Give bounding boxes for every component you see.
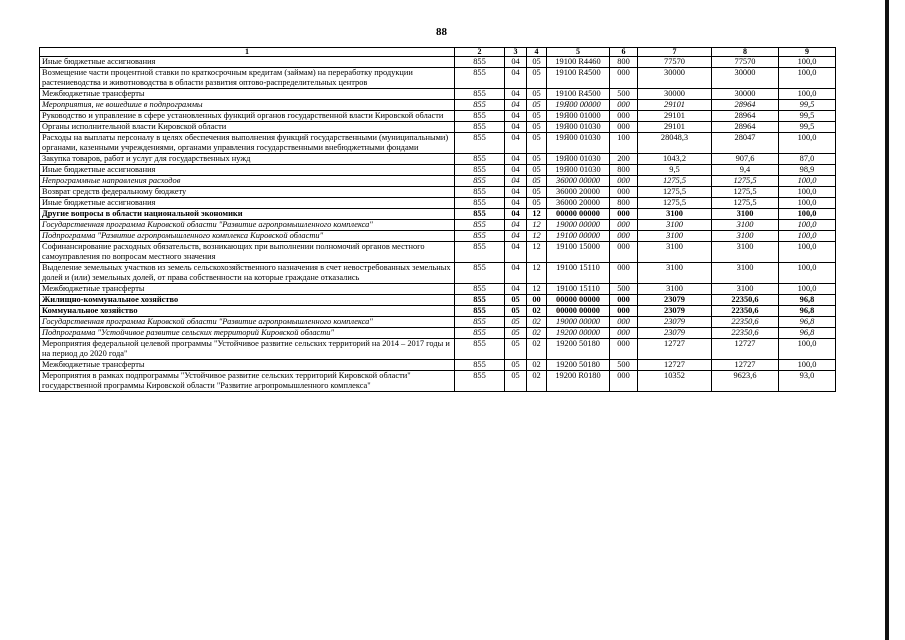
- cell-execution-percent: 87,0: [779, 154, 836, 165]
- cell-planned-amount: 29101: [638, 122, 712, 133]
- cell-subsection-code: 12: [527, 242, 547, 263]
- cell-expense-type-code: 500: [610, 284, 638, 295]
- cell-executed-amount: 12727: [712, 339, 779, 360]
- cell-section-code: 05: [505, 328, 527, 339]
- cell-target-article-code: 19200 00000: [547, 328, 610, 339]
- cell-planned-amount: 3100: [638, 220, 712, 231]
- cell-ministry-code: 855: [455, 187, 505, 198]
- cell-target-article-code: 19200 R0180: [547, 371, 610, 392]
- cell-executed-amount: 3100: [712, 263, 779, 284]
- cell-executed-amount: 28964: [712, 122, 779, 133]
- header-col-6: 6: [610, 48, 638, 57]
- cell-expense-name: Государственная программа Кировской области "Развитие агропромышленного комплекса": [40, 317, 455, 328]
- cell-ministry-code: 855: [455, 328, 505, 339]
- cell-execution-percent: 100,0: [779, 57, 836, 68]
- cell-expense-type-code: 000: [610, 242, 638, 263]
- cell-ministry-code: 855: [455, 263, 505, 284]
- cell-executed-amount: 22350,6: [712, 328, 779, 339]
- cell-subsection-code: 05: [527, 111, 547, 122]
- cell-ministry-code: 855: [455, 122, 505, 133]
- cell-section-code: 04: [505, 198, 527, 209]
- cell-section-code: 05: [505, 306, 527, 317]
- cell-executed-amount: 22350,6: [712, 295, 779, 306]
- cell-subsection-code: 05: [527, 154, 547, 165]
- header-col-4: 4: [527, 48, 547, 57]
- header-col-2: 2: [455, 48, 505, 57]
- cell-execution-percent: 100,0: [779, 176, 836, 187]
- table-row: [40, 295, 836, 306]
- cell-expense-name: Расходы на выплаты персоналу в целях обеспечения выполнения функций государственными (муниципальными) органами, казенными учреждениями, органами управления государственными внебюджетными фондами: [40, 133, 455, 154]
- cell-section-code: 05: [505, 360, 527, 371]
- cell-subsection-code: 05: [527, 122, 547, 133]
- cell-planned-amount: 29101: [638, 111, 712, 122]
- cell-target-article-code: 00000 00000: [547, 209, 610, 220]
- cell-expense-type-code: 800: [610, 57, 638, 68]
- cell-execution-percent: 99,5: [779, 122, 836, 133]
- cell-expense-type-code: 000: [610, 263, 638, 284]
- cell-target-article-code: 19100 00000: [547, 231, 610, 242]
- cell-planned-amount: 28048,3: [638, 133, 712, 154]
- cell-subsection-code: 00: [527, 295, 547, 306]
- table-row: [40, 68, 836, 89]
- cell-subsection-code: 12: [527, 220, 547, 231]
- cell-expense-type-code: 800: [610, 198, 638, 209]
- cell-ministry-code: 855: [455, 284, 505, 295]
- cell-ministry-code: 855: [455, 133, 505, 154]
- cell-expense-name: Жилищно-коммунальное хозяйство: [40, 295, 455, 306]
- cell-section-code: 04: [505, 68, 527, 89]
- cell-execution-percent: 96,8: [779, 317, 836, 328]
- cell-executed-amount: 1275,5: [712, 187, 779, 198]
- cell-expense-type-code: 000: [610, 295, 638, 306]
- cell-target-article-code: 19000 00000: [547, 317, 610, 328]
- budget-table: [39, 47, 836, 392]
- cell-section-code: 05: [505, 339, 527, 360]
- cell-expense-type-code: 000: [610, 122, 638, 133]
- cell-subsection-code: 05: [527, 198, 547, 209]
- cell-execution-percent: 100,0: [779, 198, 836, 209]
- cell-expense-type-code: 000: [610, 306, 638, 317]
- cell-expense-name: Софинансирование расходных обязательств, возникающих при выполнении полномочий органов местного самоуправления по вопросам местного значения: [40, 242, 455, 263]
- cell-planned-amount: 77570: [638, 57, 712, 68]
- table-header-row: [40, 48, 836, 57]
- cell-execution-percent: 100,0: [779, 220, 836, 231]
- cell-ministry-code: 855: [455, 154, 505, 165]
- cell-ministry-code: 855: [455, 306, 505, 317]
- cell-subsection-code: 05: [527, 176, 547, 187]
- cell-expense-type-code: 000: [610, 220, 638, 231]
- table-body: [40, 48, 836, 392]
- cell-expense-name: Другие вопросы в области национальной экономики: [40, 209, 455, 220]
- cell-executed-amount: 9,4: [712, 165, 779, 176]
- cell-expense-name: Руководство и управление в сфере установленных функций органов государственной власти Кировской области: [40, 111, 455, 122]
- cell-section-code: 04: [505, 57, 527, 68]
- cell-subsection-code: 02: [527, 306, 547, 317]
- cell-planned-amount: 23079: [638, 295, 712, 306]
- table-row: [40, 360, 836, 371]
- cell-subsection-code: 05: [527, 165, 547, 176]
- table-row: [40, 57, 836, 68]
- cell-expense-type-code: 000: [610, 328, 638, 339]
- cell-expense-type-code: 500: [610, 360, 638, 371]
- cell-target-article-code: 19100 15110: [547, 263, 610, 284]
- cell-expense-name: Возмещение части процентной ставки по краткосрочным кредитам (займам) на переработку продукции растениеводства и животноводства в области развития оптово-распределительных центров: [40, 68, 455, 89]
- cell-executed-amount: 28964: [712, 111, 779, 122]
- cell-expense-type-code: 000: [610, 209, 638, 220]
- cell-target-article-code: 19Я00 01000: [547, 111, 610, 122]
- cell-expense-name: Иные бюджетные ассигнования: [40, 57, 455, 68]
- cell-section-code: 04: [505, 165, 527, 176]
- cell-expense-type-code: 000: [610, 317, 638, 328]
- cell-execution-percent: 100,0: [779, 284, 836, 295]
- cell-section-code: 04: [505, 111, 527, 122]
- cell-subsection-code: 02: [527, 371, 547, 392]
- cell-executed-amount: 3100: [712, 220, 779, 231]
- cell-executed-amount: 3100: [712, 209, 779, 220]
- cell-expense-name: Непрограммные направления расходов: [40, 176, 455, 187]
- cell-planned-amount: 1275,5: [638, 176, 712, 187]
- cell-execution-percent: 99,5: [779, 111, 836, 122]
- header-col-7: 7: [638, 48, 712, 57]
- cell-section-code: 05: [505, 317, 527, 328]
- cell-target-article-code: 19Я00 01030: [547, 122, 610, 133]
- cell-section-code: 05: [505, 371, 527, 392]
- cell-subsection-code: 02: [527, 339, 547, 360]
- cell-ministry-code: 855: [455, 231, 505, 242]
- table-row: [40, 284, 836, 295]
- table-row: [40, 220, 836, 231]
- cell-execution-percent: 98,9: [779, 165, 836, 176]
- cell-execution-percent: 100,0: [779, 263, 836, 284]
- cell-target-article-code: 00000 00000: [547, 295, 610, 306]
- cell-target-article-code: 36000 00000: [547, 176, 610, 187]
- cell-ministry-code: 855: [455, 89, 505, 100]
- cell-expense-type-code: 000: [610, 100, 638, 111]
- cell-section-code: 04: [505, 154, 527, 165]
- cell-planned-amount: 23079: [638, 328, 712, 339]
- table-row: [40, 165, 836, 176]
- cell-execution-percent: 100,0: [779, 209, 836, 220]
- cell-section-code: 04: [505, 100, 527, 111]
- cell-expense-type-code: 000: [610, 187, 638, 198]
- cell-ministry-code: 855: [455, 242, 505, 263]
- cell-section-code: 04: [505, 220, 527, 231]
- cell-subsection-code: 05: [527, 68, 547, 89]
- cell-executed-amount: 30000: [712, 68, 779, 89]
- cell-ministry-code: 855: [455, 371, 505, 392]
- cell-subsection-code: 12: [527, 263, 547, 284]
- cell-executed-amount: 3100: [712, 242, 779, 263]
- cell-executed-amount: 907,6: [712, 154, 779, 165]
- cell-execution-percent: 100,0: [779, 242, 836, 263]
- cell-target-article-code: 36000 20000: [547, 198, 610, 209]
- cell-planned-amount: 3100: [638, 209, 712, 220]
- cell-planned-amount: 1275,5: [638, 187, 712, 198]
- cell-expense-type-code: 800: [610, 165, 638, 176]
- table-row: [40, 263, 836, 284]
- cell-expense-name: Коммунальное хозяйство: [40, 306, 455, 317]
- table-row: [40, 339, 836, 360]
- cell-ministry-code: 855: [455, 100, 505, 111]
- cell-ministry-code: 855: [455, 176, 505, 187]
- cell-ministry-code: 855: [455, 198, 505, 209]
- cell-expense-name: Закупка товаров, работ и услуг для государственных нужд: [40, 154, 455, 165]
- page-edge-border: [885, 0, 889, 640]
- cell-execution-percent: 100,0: [779, 339, 836, 360]
- cell-target-article-code: 19Я00 01030: [547, 154, 610, 165]
- cell-planned-amount: 23079: [638, 306, 712, 317]
- cell-subsection-code: 12: [527, 231, 547, 242]
- table-row: [40, 133, 836, 154]
- cell-planned-amount: 29101: [638, 100, 712, 111]
- cell-expense-name: Мероприятия в рамках подпрограммы "Устойчивое развитие сельских территорий Кировской области" государственной программы Кировской области "Развитие агропромышленного комплекса": [40, 371, 455, 392]
- cell-target-article-code: 19Я00 01030: [547, 133, 610, 154]
- cell-target-article-code: 00000 00000: [547, 306, 610, 317]
- cell-execution-percent: 96,8: [779, 295, 836, 306]
- cell-expense-name: Выделение земельных участков из земель сельскохозяйственного назначения в счет невостребованных земельных долей и (или) земельных долей, от права собственности на которые граждане отказались: [40, 263, 455, 284]
- page-number: 88: [436, 26, 447, 38]
- cell-planned-amount: 12727: [638, 339, 712, 360]
- cell-expense-type-code: 200: [610, 154, 638, 165]
- table-row: [40, 100, 836, 111]
- cell-execution-percent: 100,0: [779, 231, 836, 242]
- cell-target-article-code: 36000 20000: [547, 187, 610, 198]
- table-row: [40, 122, 836, 133]
- cell-execution-percent: 100,0: [779, 187, 836, 198]
- cell-executed-amount: 77570: [712, 57, 779, 68]
- cell-planned-amount: 3100: [638, 263, 712, 284]
- cell-subsection-code: 05: [527, 187, 547, 198]
- cell-target-article-code: 19100 R4500: [547, 68, 610, 89]
- cell-expense-type-code: 000: [610, 176, 638, 187]
- table-row: [40, 198, 836, 209]
- cell-expense-name: Возврат средств федеральному бюджету: [40, 187, 455, 198]
- table-row: [40, 89, 836, 100]
- cell-expense-type-code: 000: [610, 339, 638, 360]
- cell-planned-amount: 3100: [638, 231, 712, 242]
- cell-executed-amount: 1275,5: [712, 176, 779, 187]
- cell-target-article-code: 19100 15110: [547, 284, 610, 295]
- cell-subsection-code: 12: [527, 284, 547, 295]
- table-row: [40, 176, 836, 187]
- cell-expense-name: Иные бюджетные ассигнования: [40, 198, 455, 209]
- header-col-9: 9: [779, 48, 836, 57]
- cell-planned-amount: 3100: [638, 242, 712, 263]
- cell-executed-amount: 28047: [712, 133, 779, 154]
- cell-executed-amount: 30000: [712, 89, 779, 100]
- cell-ministry-code: 855: [455, 111, 505, 122]
- cell-section-code: 05: [505, 295, 527, 306]
- cell-execution-percent: 93,0: [779, 371, 836, 392]
- table-row: [40, 317, 836, 328]
- cell-planned-amount: 30000: [638, 89, 712, 100]
- header-col-1: 1: [40, 48, 455, 57]
- table-row: [40, 187, 836, 198]
- cell-planned-amount: 12727: [638, 360, 712, 371]
- cell-ministry-code: 855: [455, 317, 505, 328]
- cell-expense-type-code: 000: [610, 371, 638, 392]
- cell-target-article-code: 19Я00 01030: [547, 165, 610, 176]
- cell-ministry-code: 855: [455, 209, 505, 220]
- cell-executed-amount: 28964: [712, 100, 779, 111]
- cell-section-code: 04: [505, 89, 527, 100]
- cell-expense-name: Мероприятия федеральной целевой программы "Устойчивое развитие сельских территорий на 2014 – 2017 годы и на период до 2020 года": [40, 339, 455, 360]
- table-row: [40, 154, 836, 165]
- cell-target-article-code: 19100 R4460: [547, 57, 610, 68]
- cell-target-article-code: 19200 50180: [547, 360, 610, 371]
- table-row: [40, 306, 836, 317]
- cell-expense-type-code: 000: [610, 111, 638, 122]
- cell-ministry-code: 855: [455, 339, 505, 360]
- cell-executed-amount: 22350,6: [712, 317, 779, 328]
- cell-section-code: 04: [505, 284, 527, 295]
- table-row: [40, 371, 836, 392]
- cell-expense-name: Межбюджетные трансферты: [40, 89, 455, 100]
- cell-executed-amount: 3100: [712, 284, 779, 295]
- cell-execution-percent: 100,0: [779, 360, 836, 371]
- budget-table-container: [39, 47, 835, 392]
- cell-expense-type-code: 000: [610, 231, 638, 242]
- cell-expense-name: Мероприятия, не вошедшие в подпрограммы: [40, 100, 455, 111]
- cell-ministry-code: 855: [455, 68, 505, 89]
- table-row: [40, 111, 836, 122]
- header-col-3: 3: [505, 48, 527, 57]
- cell-ministry-code: 855: [455, 360, 505, 371]
- table-row: [40, 231, 836, 242]
- cell-expense-name: Государственная программа Кировской области "Развитие агропромышленного комплекса": [40, 220, 455, 231]
- cell-planned-amount: 30000: [638, 68, 712, 89]
- cell-subsection-code: 05: [527, 100, 547, 111]
- cell-expense-name: Иные бюджетные ассигнования: [40, 165, 455, 176]
- table-row: [40, 242, 836, 263]
- cell-section-code: 04: [505, 242, 527, 263]
- cell-expense-name: Подпрограмма "Развитие агропромышленного комплекса Кировской области": [40, 231, 455, 242]
- cell-section-code: 04: [505, 122, 527, 133]
- cell-target-article-code: 19100 15000: [547, 242, 610, 263]
- cell-subsection-code: 05: [527, 133, 547, 154]
- cell-section-code: 04: [505, 263, 527, 284]
- cell-target-article-code: 19000 00000: [547, 220, 610, 231]
- cell-planned-amount: 10352: [638, 371, 712, 392]
- cell-executed-amount: 22350,6: [712, 306, 779, 317]
- cell-executed-amount: 1275,5: [712, 198, 779, 209]
- cell-planned-amount: 23079: [638, 317, 712, 328]
- cell-target-article-code: 19Я00 00000: [547, 100, 610, 111]
- cell-subsection-code: 02: [527, 360, 547, 371]
- cell-planned-amount: 9,5: [638, 165, 712, 176]
- cell-execution-percent: 100,0: [779, 133, 836, 154]
- cell-executed-amount: 9623,6: [712, 371, 779, 392]
- cell-subsection-code: 05: [527, 57, 547, 68]
- cell-execution-percent: 96,8: [779, 306, 836, 317]
- cell-execution-percent: 96,8: [779, 328, 836, 339]
- cell-executed-amount: 3100: [712, 231, 779, 242]
- cell-expense-type-code: 000: [610, 68, 638, 89]
- cell-expense-name: Подпрограмма "Устойчивое развитие сельских территорий Кировской области": [40, 328, 455, 339]
- cell-subsection-code: 05: [527, 89, 547, 100]
- cell-ministry-code: 855: [455, 57, 505, 68]
- cell-target-article-code: 19100 R4500: [547, 89, 610, 100]
- table-row: [40, 209, 836, 220]
- cell-subsection-code: 02: [527, 328, 547, 339]
- cell-ministry-code: 855: [455, 220, 505, 231]
- cell-executed-amount: 12727: [712, 360, 779, 371]
- cell-section-code: 04: [505, 133, 527, 154]
- cell-planned-amount: 3100: [638, 284, 712, 295]
- cell-expense-type-code: 500: [610, 89, 638, 100]
- cell-planned-amount: 1043,2: [638, 154, 712, 165]
- cell-ministry-code: 855: [455, 165, 505, 176]
- cell-execution-percent: 100,0: [779, 89, 836, 100]
- cell-section-code: 04: [505, 209, 527, 220]
- cell-expense-name: Межбюджетные трансферты: [40, 360, 455, 371]
- cell-ministry-code: 855: [455, 295, 505, 306]
- cell-section-code: 04: [505, 187, 527, 198]
- cell-planned-amount: 1275,5: [638, 198, 712, 209]
- header-col-8: 8: [712, 48, 779, 57]
- cell-expense-name: Органы исполнительной власти Кировской области: [40, 122, 455, 133]
- cell-expense-name: Межбюджетные трансферты: [40, 284, 455, 295]
- cell-section-code: 04: [505, 231, 527, 242]
- header-col-5: 5: [547, 48, 610, 57]
- cell-expense-type-code: 100: [610, 133, 638, 154]
- cell-section-code: 04: [505, 176, 527, 187]
- cell-subsection-code: 02: [527, 317, 547, 328]
- cell-target-article-code: 19200 50180: [547, 339, 610, 360]
- cell-execution-percent: 99,5: [779, 100, 836, 111]
- cell-subsection-code: 12: [527, 209, 547, 220]
- table-row: [40, 328, 836, 339]
- cell-execution-percent: 100,0: [779, 68, 836, 89]
